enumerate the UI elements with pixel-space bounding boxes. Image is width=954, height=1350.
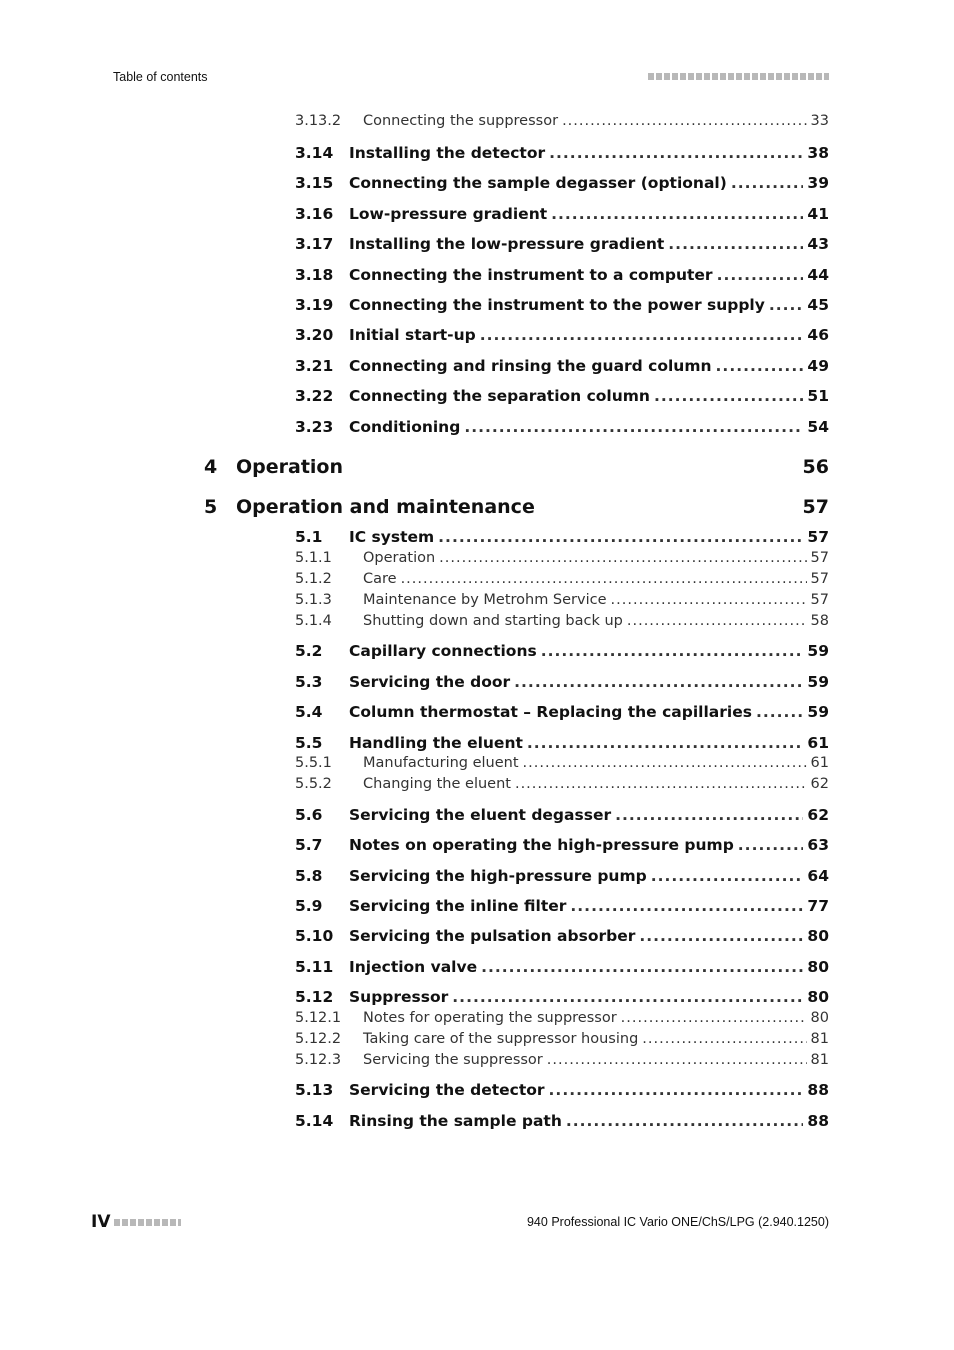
toc-title: Servicing the detector [349, 1081, 545, 1099]
toc-number: 5.5.1 [295, 755, 332, 771]
toc-title: Operation [363, 550, 436, 566]
toc-dot-leader [562, 111, 806, 132]
toc-number: 3.23 [295, 418, 334, 436]
toc-entry-sub[interactable] [0, 1008, 954, 1029]
toc-entry-section[interactable] [0, 701, 954, 723]
toc-page-number: 80 [807, 988, 829, 1006]
toc-page-number: 57 [802, 496, 829, 518]
toc-number: 5.5.2 [295, 776, 332, 792]
toc-title: Servicing the suppressor [363, 1052, 543, 1068]
toc-entry-sub[interactable] [0, 1050, 954, 1071]
footer-decorative-dots [114, 1219, 181, 1226]
toc-page-number: 38 [807, 144, 829, 162]
toc-page-number: 43 [807, 235, 829, 253]
toc-number: 5.1.4 [295, 613, 332, 629]
toc-dot-leader [668, 233, 803, 255]
toc-dot-leader [570, 895, 803, 917]
toc-entry-line [349, 233, 829, 255]
page-number: IV [91, 1212, 111, 1232]
toc-page-number: 46 [807, 326, 829, 344]
toc-entry-line [363, 548, 829, 569]
toc-page-number: 59 [807, 703, 829, 721]
toc-entry-line [349, 701, 829, 723]
toc-dot-leader [611, 590, 807, 611]
toc-dot-leader [438, 526, 803, 548]
toc-number: 3.19 [295, 296, 334, 314]
toc-entry-section[interactable] [0, 294, 954, 316]
toc-title: Injection valve [349, 958, 478, 976]
toc-title: Servicing the eluent degasser [349, 806, 612, 824]
toc-number: 5.4 [295, 703, 323, 721]
toc-number: 5.13 [295, 1081, 334, 1099]
toc-page-number: 62 [807, 806, 829, 824]
toc-entry-sub[interactable] [0, 548, 954, 569]
toc-title: Installing the low-pressure gradient [349, 235, 665, 253]
toc-entry-line [349, 671, 829, 693]
toc-dot-leader [541, 640, 804, 662]
toc-title: Servicing the door [349, 673, 511, 691]
toc-title: Maintenance by Metrohm Service [363, 592, 607, 608]
toc-number: 5.1.3 [295, 592, 332, 608]
toc-page-number: 49 [807, 357, 829, 375]
toc-page-number: 80 [807, 958, 829, 976]
toc-entry-line [349, 385, 829, 407]
toc-number: 3.22 [295, 387, 334, 405]
toc-entry-line [349, 1110, 829, 1132]
toc-page-number: 80 [807, 927, 829, 945]
toc-entry-sub[interactable] [0, 590, 954, 611]
toc-title: Low-pressure gradient [349, 205, 548, 223]
toc-entry-line [349, 142, 829, 164]
toc-entry-line [349, 324, 829, 346]
toc-entry-section[interactable] [0, 732, 954, 754]
toc-dot-leader [654, 385, 803, 407]
toc-entry-section[interactable] [0, 865, 954, 887]
toc-dot-leader [401, 569, 807, 590]
toc-title: Manufacturing eluent [363, 755, 519, 771]
toc-page-number: 45 [807, 296, 829, 314]
toc-page-number: 51 [807, 387, 829, 405]
toc-page-number: 57 [807, 528, 829, 546]
toc-entry-sub[interactable] [0, 611, 954, 632]
toc-entry-sub[interactable] [0, 774, 954, 795]
toc-entry-section[interactable] [0, 526, 954, 548]
toc-number: 3.13.2 [295, 113, 342, 129]
toc-entry-section[interactable] [0, 142, 954, 164]
toc-number: 5.1.1 [295, 550, 332, 566]
toc-number: 5.5 [295, 734, 323, 752]
toc-number: 3.14 [295, 144, 334, 162]
toc-page-number: 61 [807, 734, 829, 752]
toc-entry-line [349, 172, 829, 194]
toc-title: Servicing the high-pressure pump [349, 867, 647, 885]
toc-page-number: 44 [807, 266, 829, 284]
toc-entry-line [349, 986, 829, 1008]
toc-number: 5.3 [295, 673, 323, 691]
toc-entry-sub[interactable] [0, 1029, 954, 1050]
toc-title: Notes for operating the suppressor [363, 1010, 617, 1026]
toc-entry-line [349, 264, 829, 286]
toc-title: Operation and maintenance [236, 496, 535, 518]
toc-dot-leader [547, 1050, 807, 1071]
toc-page-number: 61 [810, 755, 829, 771]
toc-title: Taking care of the suppressor housing [363, 1031, 639, 1047]
toc-entry-line [236, 493, 829, 521]
toc-entry-line [363, 753, 829, 774]
toc-title: Care [363, 571, 397, 587]
toc-entry-section[interactable] [0, 956, 954, 978]
toc-dot-leader [481, 956, 803, 978]
toc-page-number: 80 [810, 1010, 829, 1026]
toc-page-number: 62 [810, 776, 829, 792]
toc-page-number: 54 [807, 418, 829, 436]
toc-entry-section[interactable] [0, 804, 954, 826]
toc-dot-leader [452, 986, 803, 1008]
toc-page-number: 57 [810, 571, 829, 587]
toc-title: Conditioning [349, 418, 461, 436]
toc-number: 5.6 [295, 806, 323, 824]
toc-entry-chapter[interactable] [0, 493, 954, 521]
toc-number: 5.8 [295, 867, 323, 885]
toc-title: Notes on operating the high-pressure pump [349, 836, 734, 854]
toc-dot-leader [566, 1110, 804, 1132]
toc-number: 3.18 [295, 266, 334, 284]
toc-dot-leader [756, 701, 803, 723]
toc-number: 3.16 [295, 205, 334, 223]
toc-entry-section[interactable] [0, 895, 954, 917]
toc-page-number: 57 [810, 592, 829, 608]
toc-title: Rinsing the sample path [349, 1112, 562, 1130]
toc-dot-leader [651, 865, 804, 887]
toc-entry-section[interactable] [0, 1110, 954, 1132]
toc-entry-line [349, 834, 829, 856]
toc-entry-line [349, 804, 829, 826]
toc-entry-line [349, 526, 829, 548]
toc-dot-leader [515, 774, 807, 795]
toc-number: 5.10 [295, 927, 334, 945]
toc-page-number: 56 [802, 456, 829, 478]
toc-entry-line [236, 453, 829, 481]
toc-title: Initial start-up [349, 326, 476, 344]
toc-page-number: 59 [807, 642, 829, 660]
document-title-footer: 940 Professional IC Vario ONE/ChS/LPG (2.940.1250) [526, 1215, 829, 1229]
toc-number: 5.11 [295, 958, 334, 976]
toc-entry-line [349, 956, 829, 978]
toc-number: 5.1 [295, 528, 323, 546]
toc-entry-section[interactable] [0, 203, 954, 225]
toc-title: Servicing the pulsation absorber [349, 927, 636, 945]
toc-title: Operation [236, 456, 344, 478]
toc-entry-sub[interactable] [0, 569, 954, 590]
toc-page-number: 39 [807, 174, 829, 192]
toc-dot-leader [549, 142, 803, 164]
toc-number: 5.12.1 [295, 1010, 342, 1026]
toc-number: 5.1.2 [295, 571, 332, 587]
toc-title: Column thermostat – Replacing the capillaries [349, 703, 752, 721]
toc-entry-line [349, 925, 829, 947]
toc-entry-chapter[interactable] [0, 453, 954, 481]
toc-entry-line [363, 1050, 829, 1071]
toc-dot-leader [551, 203, 803, 225]
toc-entry-line [363, 1008, 829, 1029]
toc-number: 5.12.2 [295, 1031, 342, 1047]
toc-title: Connecting the sample degasser (optional) [349, 174, 727, 192]
toc-entry-line [363, 590, 829, 611]
toc-page-number: 59 [807, 673, 829, 691]
toc-entry-line [349, 895, 829, 917]
toc-title: IC system [349, 528, 435, 546]
toc-dot-leader [639, 925, 803, 947]
toc-entry-section[interactable] [0, 324, 954, 346]
running-header-title: Table of contents [113, 70, 208, 84]
toc-entry-section[interactable] [0, 416, 954, 438]
toc-dot-leader [642, 1029, 806, 1050]
toc-page-number: 81 [810, 1052, 829, 1068]
toc-entry-line [363, 111, 829, 132]
toc-entry-section[interactable] [0, 671, 954, 693]
toc-page-number: 63 [807, 836, 829, 854]
toc-dot-leader [514, 671, 803, 693]
toc-title: Connecting the separation column [349, 387, 650, 405]
toc-number: 5.7 [295, 836, 323, 854]
toc-title: Handling the eluent [349, 734, 523, 752]
toc-page-number: 81 [810, 1031, 829, 1047]
toc-number: 5.9 [295, 897, 323, 915]
toc-number: 3.17 [295, 235, 334, 253]
toc-number: 4 [204, 456, 218, 478]
toc-dot-leader [716, 355, 804, 377]
toc-entry-line [349, 732, 829, 754]
toc-title: Connecting the instrument to a computer [349, 266, 713, 284]
toc-entry-line [363, 774, 829, 795]
toc-dot-leader [439, 548, 806, 569]
toc-entry-section[interactable] [0, 355, 954, 377]
toc-dot-leader [731, 172, 804, 194]
toc-page-number: 41 [807, 205, 829, 223]
toc-title: Suppressor [349, 988, 449, 1006]
toc-number: 5.12 [295, 988, 334, 1006]
toc-title: Shutting down and starting back up [363, 613, 623, 629]
toc-entry-line [363, 611, 829, 632]
toc-entry-section[interactable] [0, 834, 954, 856]
toc-entry-line [349, 294, 829, 316]
toc-dot-leader [738, 834, 804, 856]
toc-entry-line [349, 416, 829, 438]
toc-dot-leader [615, 804, 803, 826]
toc-dot-leader [480, 324, 804, 346]
toc-entry-line [363, 1029, 829, 1050]
toc-entry-section[interactable] [0, 233, 954, 255]
toc-dot-leader [627, 611, 807, 632]
toc-number: 3.21 [295, 357, 334, 375]
toc-title: Connecting and rinsing the guard column [349, 357, 712, 375]
toc-page-number: 77 [807, 897, 829, 915]
toc-dot-leader [549, 1079, 804, 1101]
toc-title: Changing the eluent [363, 776, 511, 792]
toc-entry-line [349, 640, 829, 662]
toc-entry-sub[interactable] [0, 753, 954, 774]
toc-entry-line [349, 355, 829, 377]
toc-page-number: 33 [810, 113, 829, 129]
toc-number: 3.20 [295, 326, 334, 344]
toc-number: 5.12.3 [295, 1052, 342, 1068]
toc-number: 5.14 [295, 1112, 334, 1130]
toc-title: Connecting the instrument to the power supply [349, 296, 765, 314]
toc-entry-section[interactable] [0, 925, 954, 947]
toc-entry-section[interactable] [0, 264, 954, 286]
toc-dot-leader [523, 753, 807, 774]
toc-page-number: 57 [810, 550, 829, 566]
toc-title: Connecting the suppressor [363, 113, 559, 129]
toc-title: Servicing the inline filter [349, 897, 567, 915]
toc-title: Installing the detector [349, 144, 546, 162]
toc-number: 3.15 [295, 174, 334, 192]
toc-entry-section[interactable] [0, 1079, 954, 1101]
toc-entry-line [349, 1079, 829, 1101]
toc-entry-section[interactable] [0, 640, 954, 662]
toc-page-number: 58 [810, 613, 829, 629]
toc-entry-line [363, 569, 829, 590]
toc-entry-line [349, 203, 829, 225]
toc-title: Capillary connections [349, 642, 537, 660]
toc-page-number: 88 [807, 1081, 829, 1099]
header-decorative-dots [648, 73, 829, 80]
toc-dot-leader [769, 294, 804, 316]
toc-entry-line [349, 865, 829, 887]
toc-number: 5 [204, 496, 218, 518]
toc-entry-section[interactable] [0, 172, 954, 194]
toc-dot-leader [717, 264, 804, 286]
toc-dot-leader [464, 416, 803, 438]
toc-entry-section[interactable] [0, 986, 954, 1008]
toc-number: 5.2 [295, 642, 323, 660]
toc-dot-leader [527, 732, 804, 754]
toc-entry-sub[interactable] [0, 111, 954, 132]
toc-entry-section[interactable] [0, 385, 954, 407]
toc-page-number: 88 [807, 1112, 829, 1130]
toc-dot-leader [621, 1008, 807, 1029]
toc-page-number: 64 [807, 867, 829, 885]
